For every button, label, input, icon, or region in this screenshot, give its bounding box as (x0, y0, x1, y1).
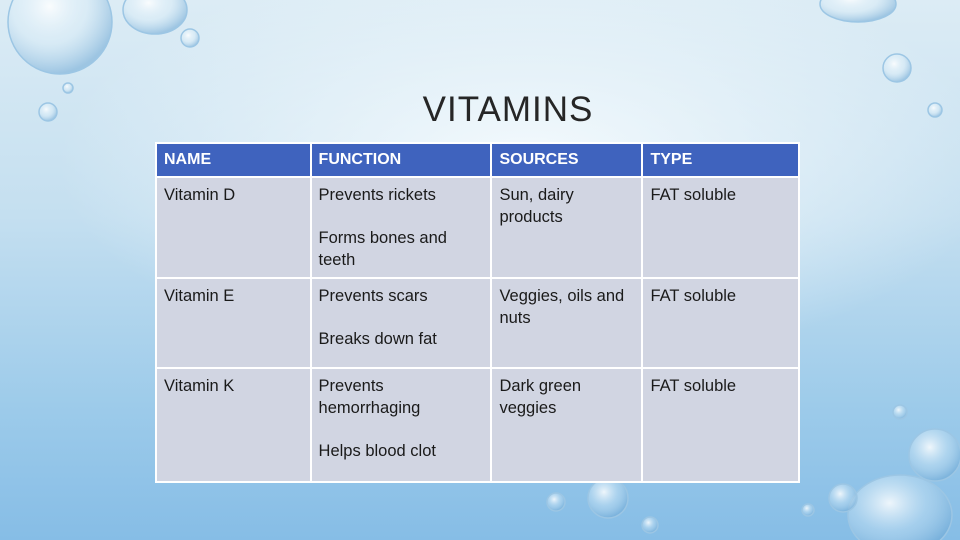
vitamin-type-cell: FAT soluble (642, 177, 799, 278)
vitamin-sources-cell: Dark green veggies (491, 368, 642, 482)
vitamin-name-cell: Vitamin E (156, 278, 311, 368)
vitamin-function-cell (311, 278, 492, 368)
vitamin-function-cell (311, 368, 492, 482)
vitamin-type-cell: FAT soluble (642, 278, 799, 368)
vitamin-function-cell (311, 177, 492, 278)
column-header-function: FUNCTION (311, 143, 492, 177)
vitamins-table (155, 142, 800, 483)
function-secondary: Helps blood clot (318, 442, 436, 460)
function-secondary: Breaks down fat (318, 330, 437, 348)
table-row (156, 278, 799, 368)
function-primary: Prevents hemorrhaging (318, 377, 421, 417)
vitamin-sources-cell: Veggies, oils and nuts (491, 278, 642, 368)
column-header-name: NAME (156, 143, 311, 177)
function-primary: Prevents scars (318, 287, 428, 305)
vitamin-sources-cell: Sun, dairy products (491, 177, 642, 278)
vitamin-name-cell: Vitamin K (156, 368, 311, 482)
vitamin-type-cell: FAT soluble (642, 368, 799, 482)
function-primary: Prevents rickets (318, 186, 436, 204)
table-row (156, 177, 799, 278)
function-secondary: Forms bones and teeth (318, 229, 447, 269)
column-header-type: TYPE (642, 143, 799, 177)
vitamin-name-cell: Vitamin D (156, 177, 311, 278)
column-header-sources: SOURCES (491, 143, 642, 177)
slide-title: VITAMINS (422, 90, 594, 129)
table-header-row (156, 143, 799, 177)
table-row (156, 368, 799, 482)
